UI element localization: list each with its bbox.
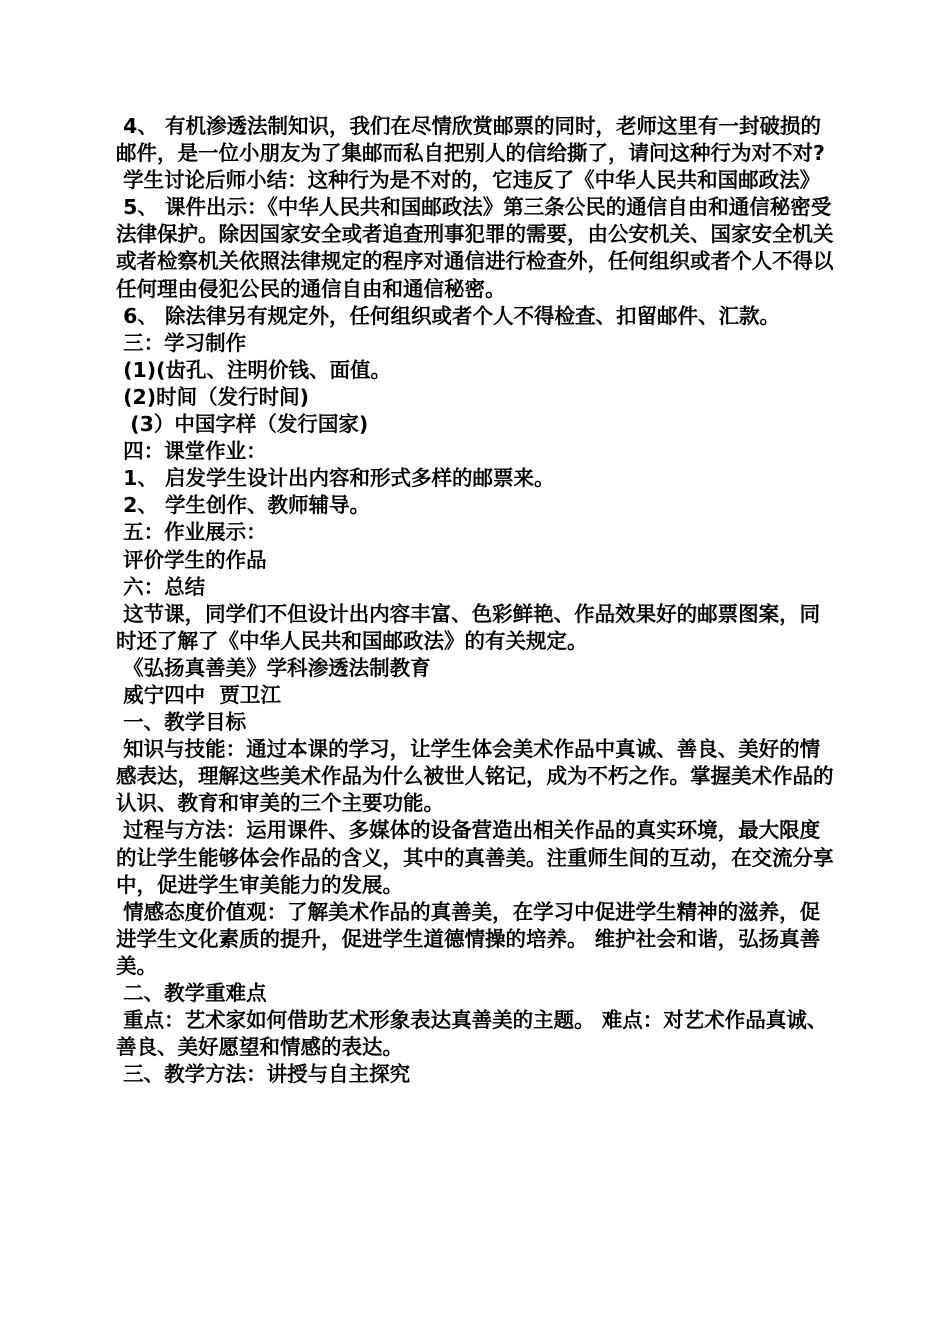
paragraph-evaluate-works: 评价学生的作品 xyxy=(116,547,267,572)
paragraph-process-methods: 过程与方法：运用课件、多媒体的设备营造出相关作品的真实环境，最大限度的让学生能够体会作品的含义，其中的真善美。注重师生间的互动，在交流分享中，促进学生审美能力的发展。 xyxy=(116,818,834,897)
heading-section-6-summary: 六：总结 xyxy=(116,574,206,599)
heading-key-difficult-points: 二、教学重难点 xyxy=(116,981,267,1005)
paragraph-item-6: 6、 除法律另有规定外，任何组织或者个人不得检查、扣留邮件、汇款。 xyxy=(116,303,781,328)
heading-section-5-display: 五：作业展示： xyxy=(116,520,267,545)
document-title: 《弘扬真善美》学科渗透法制教育 xyxy=(116,655,431,680)
heading-teaching-goals: 一、教学目标 xyxy=(116,710,247,735)
paragraph-knowledge-skills: 知识与技能：通过本课的学习，让学生体会美术作品中真诚、善良、美好的情感表达，理解这些美术作品为什么被世人铭记，成为不朽之作。掌握美术作品的认识、教育和审美的三个主要功能。 xyxy=(116,737,834,816)
list-item-2-time: (2)时间（发行时间) xyxy=(116,384,310,409)
paragraph-teacher-summary: 学生讨论后师小结：这种行为是不对的，它违反了《中华人民共和国邮政法》 xyxy=(116,168,821,193)
paragraph-key-points: 重点：艺术家如何借助艺术形象表达真善美的主题。 难点：对艺术作品真诚、善良、美好愿望和情感的表达。 xyxy=(116,1008,828,1060)
paragraph-emotion-values: 情感态度价值观：了解美术作品的真善美，在学习中促进学生精神的滋养，促进学生文化素质的提升，促进学生道德情操的培养。 维护社会和谐，弘扬真善美。 xyxy=(116,899,821,978)
paragraph-item-5: 5、 课件出示：《中华人民共和国邮政法》第三条公民的通信自由和通信秘密受法律保护。除因国家安全或者追查刑事犯罪的需要，由公安机关、国家安全机关或者检察机关依照法律规定的程序对通信进行检查外，任何组织或者个人不得以任何理由侵犯公民的通信自由和通信秘密。 xyxy=(116,195,834,301)
list-item-3-country: (3）中国字样（发行国家) xyxy=(116,412,369,437)
heading-teaching-methods: 三、教学方法：讲授与自主探究 xyxy=(116,1062,411,1087)
paragraph-item-4: 4、 有机渗透法制知识，我们在尽情欣赏邮票的同时，老师这里有一封破损的邮件，是一位小朋友为了集邮而私自把别人的信给撕了，请问这种行为对不对? xyxy=(116,114,825,166)
list-item-1-perforation: (1)(齿孔、注明价钱、面值。 xyxy=(116,357,392,382)
author-line: 威宁四中 贾卫江 xyxy=(116,682,281,707)
homework-item-1: 1、 启发学生设计出内容和形式多样的邮票来。 xyxy=(116,466,555,491)
homework-item-2: 2、 学生创作、教师辅导。 xyxy=(116,493,371,518)
heading-section-4-homework: 四：课堂作业： xyxy=(116,439,267,464)
paragraph-summary-text: 这节课，同学们不但设计出内容丰富、色彩鲜艳、作品效果好的邮票图案，同时还了解了《中华人民共和国邮政法》的有关规定。 xyxy=(116,601,821,653)
document-page xyxy=(116,113,838,1088)
heading-section-3-making: 三：学习制作 xyxy=(116,330,247,355)
